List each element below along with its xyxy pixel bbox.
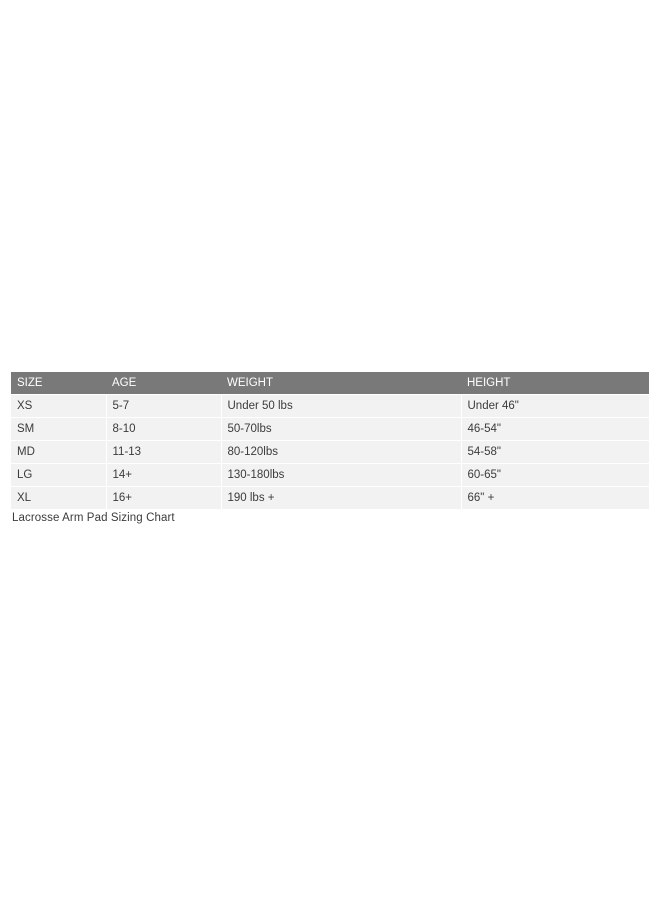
cell-size: XS [11,395,106,418]
cell-height: 66" + [461,487,649,510]
table-row [11,487,649,510]
chart-caption: Lacrosse Arm Pad Sizing Chart [12,512,175,524]
cell-size: MD [11,441,106,464]
cell-height: 54-58" [461,441,649,464]
column-header-age: AGE [106,372,221,395]
table-header [11,372,649,395]
cell-height: 46-54" [461,418,649,441]
sizing-chart-table [11,372,649,509]
table-row [11,395,649,418]
cell-weight: 190 lbs + [221,487,461,510]
cell-size: SM [11,418,106,441]
cell-age: 11-13 [106,441,221,464]
cell-weight: Under 50 lbs [221,395,461,418]
column-header-size: SIZE [11,372,106,395]
cell-weight: 130-180lbs [221,464,461,487]
cell-weight: 50-70lbs [221,418,461,441]
table-header-row [11,372,649,395]
cell-age: 8-10 [106,418,221,441]
table-row [11,418,649,441]
cell-height: 60-65" [461,464,649,487]
table-row [11,441,649,464]
cell-size: LG [11,464,106,487]
cell-age: 14+ [106,464,221,487]
column-header-height: HEIGHT [461,372,649,395]
cell-age: 16+ [106,487,221,510]
cell-weight: 80-120lbs [221,441,461,464]
table-body [11,395,649,510]
cell-age: 5-7 [106,395,221,418]
column-header-weight: WEIGHT [221,372,461,395]
sizing-chart-container [11,372,649,509]
cell-height: Under 46" [461,395,649,418]
table-row [11,464,649,487]
cell-size: XL [11,487,106,510]
